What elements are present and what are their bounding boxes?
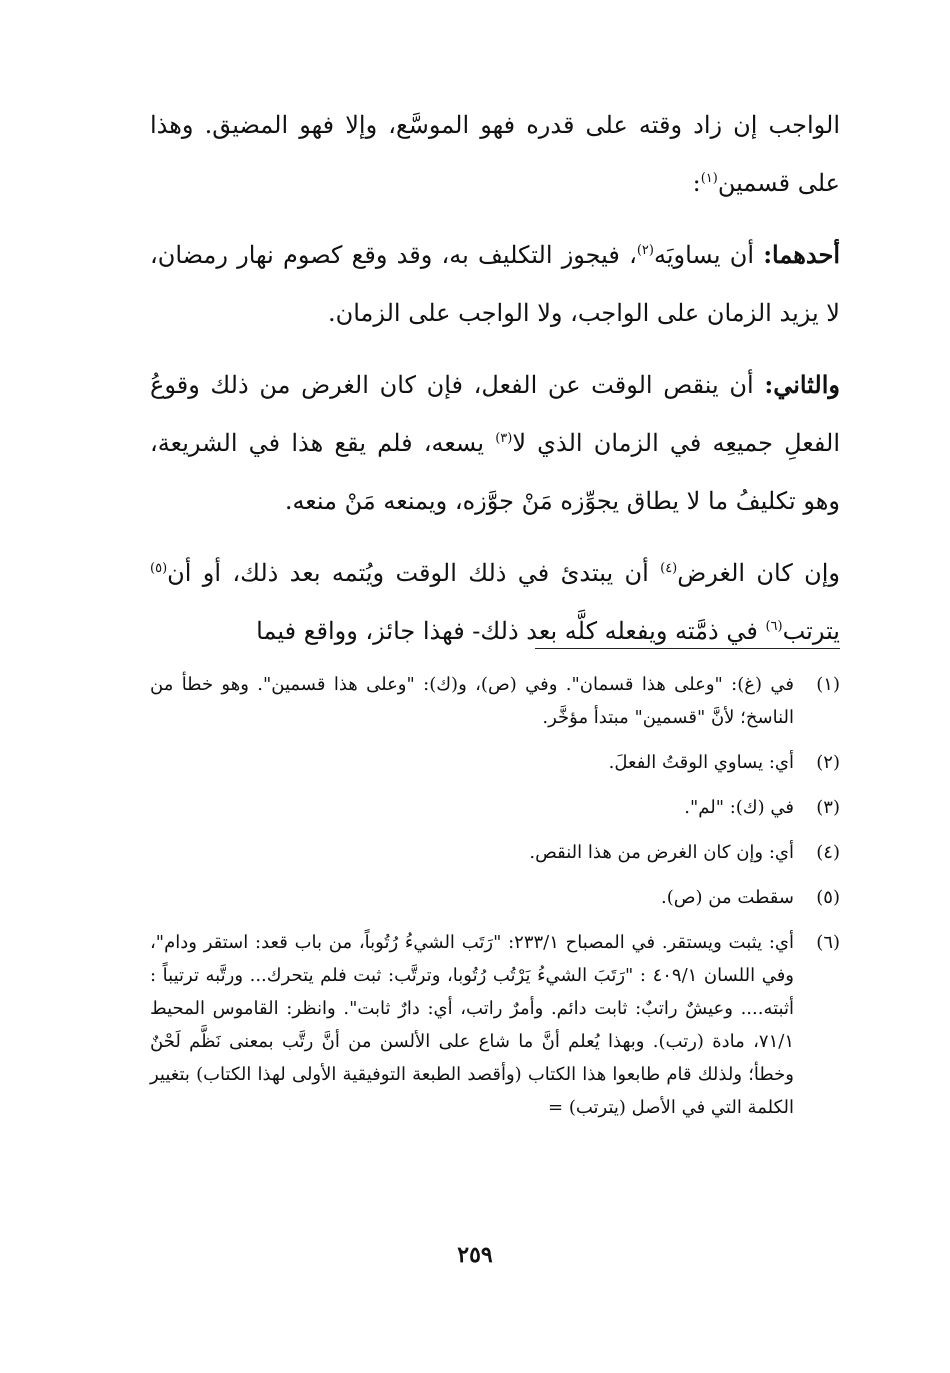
footnote-number: (٣) [816, 797, 840, 818]
footnote-6 [150, 926, 840, 1124]
footnote-text: سقطت من (ص). [661, 887, 794, 908]
footnote-number: (٥) [816, 887, 840, 908]
footnotes [150, 668, 840, 1136]
footnote-ref-4: (٤) [660, 561, 678, 576]
footnote-text: أي: يساوي الوقتُ الفعلَ. [608, 752, 794, 773]
paragraph-text: : [692, 169, 701, 197]
main-text [150, 96, 840, 674]
footnote-ref-1: (١) [700, 171, 718, 186]
paragraph-text: يسعه، فلم يقع هذا في الشريعة، وهو تكليفُ ما لا يطاق يجوِّزه مَنْ جوَّزه، ويمنعه مَنْ منعه. [150, 429, 840, 515]
paragraph-3 [150, 356, 840, 530]
footnote-ref-5: (٥) [150, 561, 168, 576]
footnote-4 [150, 836, 840, 869]
paragraph-text: الواجب إن زاد وقته على قدره فهو الموسَّع، وإلا فهو المضيق. وهذا على قسمين [150, 111, 840, 197]
paragraph-2 [150, 226, 840, 342]
footnote-number: (٢) [816, 752, 840, 773]
paragraph-text: يترتب [782, 617, 840, 645]
page-number: ٢٥٩ [457, 1242, 493, 1268]
paragraph-text: أن ينقص الوقت عن الفعل، فإن كان الغرض من ذلك وقوعُ الفعلِ جميعِه في الزمان الذي لا [150, 371, 840, 457]
footnote-1 [150, 668, 840, 734]
footnote-2 [150, 746, 840, 779]
footnote-number: (٦) [816, 932, 841, 953]
footnote-number: (٤) [816, 842, 840, 863]
footnote-ref-6: (٦) [765, 619, 783, 634]
paragraph-text: ، فيجوز التكليف به، وقد وقع كصوم نهار رمضان، لا يزيد الزمان على الواجب، ولا الواجب على الزمان. [150, 241, 840, 327]
paragraph-4 [150, 544, 840, 660]
footnote-separator [535, 648, 840, 649]
paragraph-text: في ذمَّته ويفعله كلَّه بعد ذلك- فهذا جائز، وواقع فيما [256, 617, 766, 645]
paragraph-text: أن يساويَه [653, 241, 764, 269]
footnote-ref-2: (٢) [636, 243, 654, 258]
footnote-3 [150, 791, 840, 824]
footnote-ref-3: (٣) [495, 431, 513, 446]
footnote-text: أي: وإن كان الغرض من هذا النقص. [529, 842, 794, 863]
footnote-number: (١) [816, 674, 840, 695]
paragraph-1 [150, 96, 840, 212]
footnote-text: في (ك): "لم". [684, 797, 794, 818]
paragraph-lead: أحدهما: [763, 240, 840, 269]
footnote-text: أي: يثبت ويستقر. في المصباح ٢٣٣/١: "رَتَب الشيءُ رُتُوباً، من باب قعد: استقر ودام"، وفي اللسان ٤٠٩/١ : "رَتَبَ الشيءُ يَرْتُب رُتُوبا، وترتَّب: ثبت فلم يتحرك... ورتَّبه ترتيباً : أثبته.... وعيشٌ راتبٌ: ثابت دائم. وأمرٌ راتب، أي: دارٌ ثابت". وانظر: القاموس المحيط ٧١/١، مادة (رتب). وبهذا يُعلم أنَّ ما شاع على الألسن من أنَّ رتَّب بمعنى نَظَّم لَحْنٌ وخطأ؛ ولذلك قام طابعوا هذا الكتاب (وأقصد الطبعة التوفيقية الأولى لهذا الكتاب) بتغيير الكلمة التي في الأصل (يترتب) = [150, 932, 795, 1118]
footnote-text: في (غ): "وعلى هذا قسمان". وفي (ص)، و(ك): "وعلى هذا قسمين". وهو خطأ من الناسخ؛ لأنَّ "قسمين" مبتدأ مؤخَّر. [150, 674, 794, 728]
paragraph-text: وإن كان الغرض [677, 559, 840, 587]
footnote-5 [150, 881, 840, 914]
paragraph-text: أن يبتدئ في ذلك الوقت ويُتمه بعد ذلك، أو أن [167, 559, 661, 587]
paragraph-lead: والثاني: [764, 370, 840, 399]
